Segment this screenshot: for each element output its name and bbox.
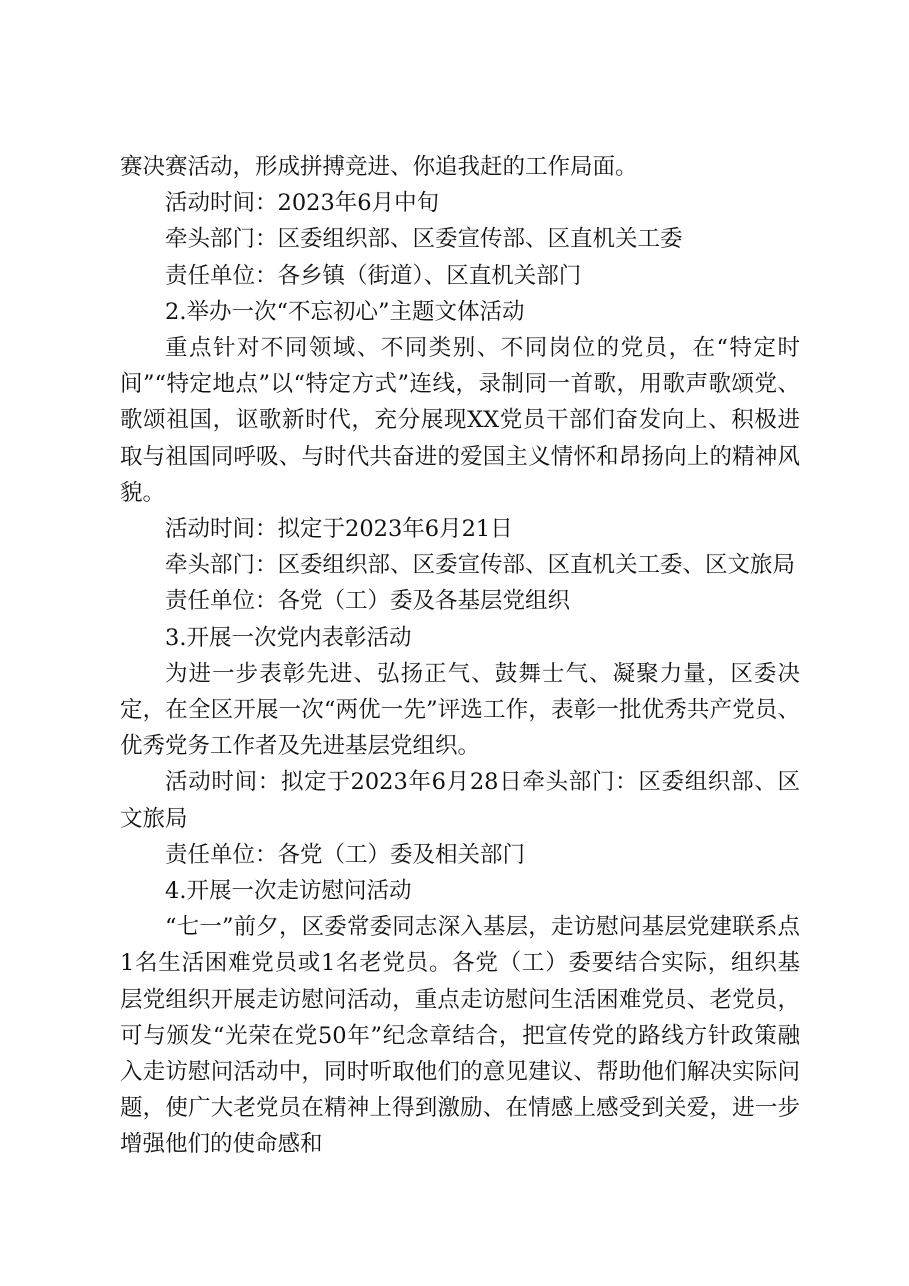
paragraph-15: “七一”前夕，区委常委同志深入基层，走访慰问基层党建联系点1名生活困难党员或1名老党员。各党（工）委要结合实际，组织基层党组织开展走访慰问活动，重点走访慰问生活困难党员、老党员，可与颁发“光荣在党50年”纪念章结合，把宣传党的路线方针政策融入走访慰问活动中，同时听取他们的意见建议、帮助他们解决实际问题，使广大老党员在精神上得到激励、在情感上感受到关爱，进一步增强他们的使命感和: [120, 914, 800, 1158]
section-heading-2: 2.举办一次“不忘初心”主题文体活动: [165, 298, 525, 325]
paragraph-13: 责任单位：各党（工）委及相关部门: [165, 841, 526, 868]
paragraph-1: 赛决赛活动，形成拼搏竞进、你追我赶的工作局面。: [120, 154, 638, 180]
paragraph-3: 牵头部门：区委组织部、区委宣传部、区直机关工委: [165, 226, 683, 253]
document-body: [120, 149, 800, 1163]
section-heading-3: 3.开展一次党内表彰活动: [165, 624, 412, 651]
paragraph-9: 责任单位：各党（工）委及各基层党组织: [165, 588, 571, 615]
paragraph-7: 活动时间：拟定于2023年6月21日: [165, 516, 513, 543]
paragraph-4: 责任单位：各乡镇（街道）、区直机关部门: [165, 262, 582, 289]
paragraph-2: 活动时间：2023年6月中旬: [165, 190, 440, 217]
paragraph-11: 为进一步表彰先进、弘扬正气、鼓舞士气、凝聚力量，区委决定，在全区开展一次“两优一先”评选工作，表彰一批优秀共产党员、优秀党务工作者及先进基层党组织。: [120, 660, 800, 760]
paragraph-8: 牵头部门：区委组织部、区委宣传部、区直机关工委、区文旅局: [165, 552, 796, 579]
section-heading-4: 4.开展一次走访慰问活动: [165, 878, 412, 905]
paragraph-12: 活动时间：拟定于2023年6月28日牵头部门：区委组织部、区文旅局: [120, 769, 800, 832]
paragraph-6: 重点针对不同领域、不同类别、不同岗位的党员，在“特定时间”“特定地点”以“特定方式”连线，录制同一首歌，用歌声歌颂党、歌颂祖国，讴歌新时代，充分展现XX党员干部们奋发向上、积极进取与祖国同呼吸、与时代共奋进的爱国主义情怀和昂扬向上的精神风貌。: [120, 335, 800, 506]
